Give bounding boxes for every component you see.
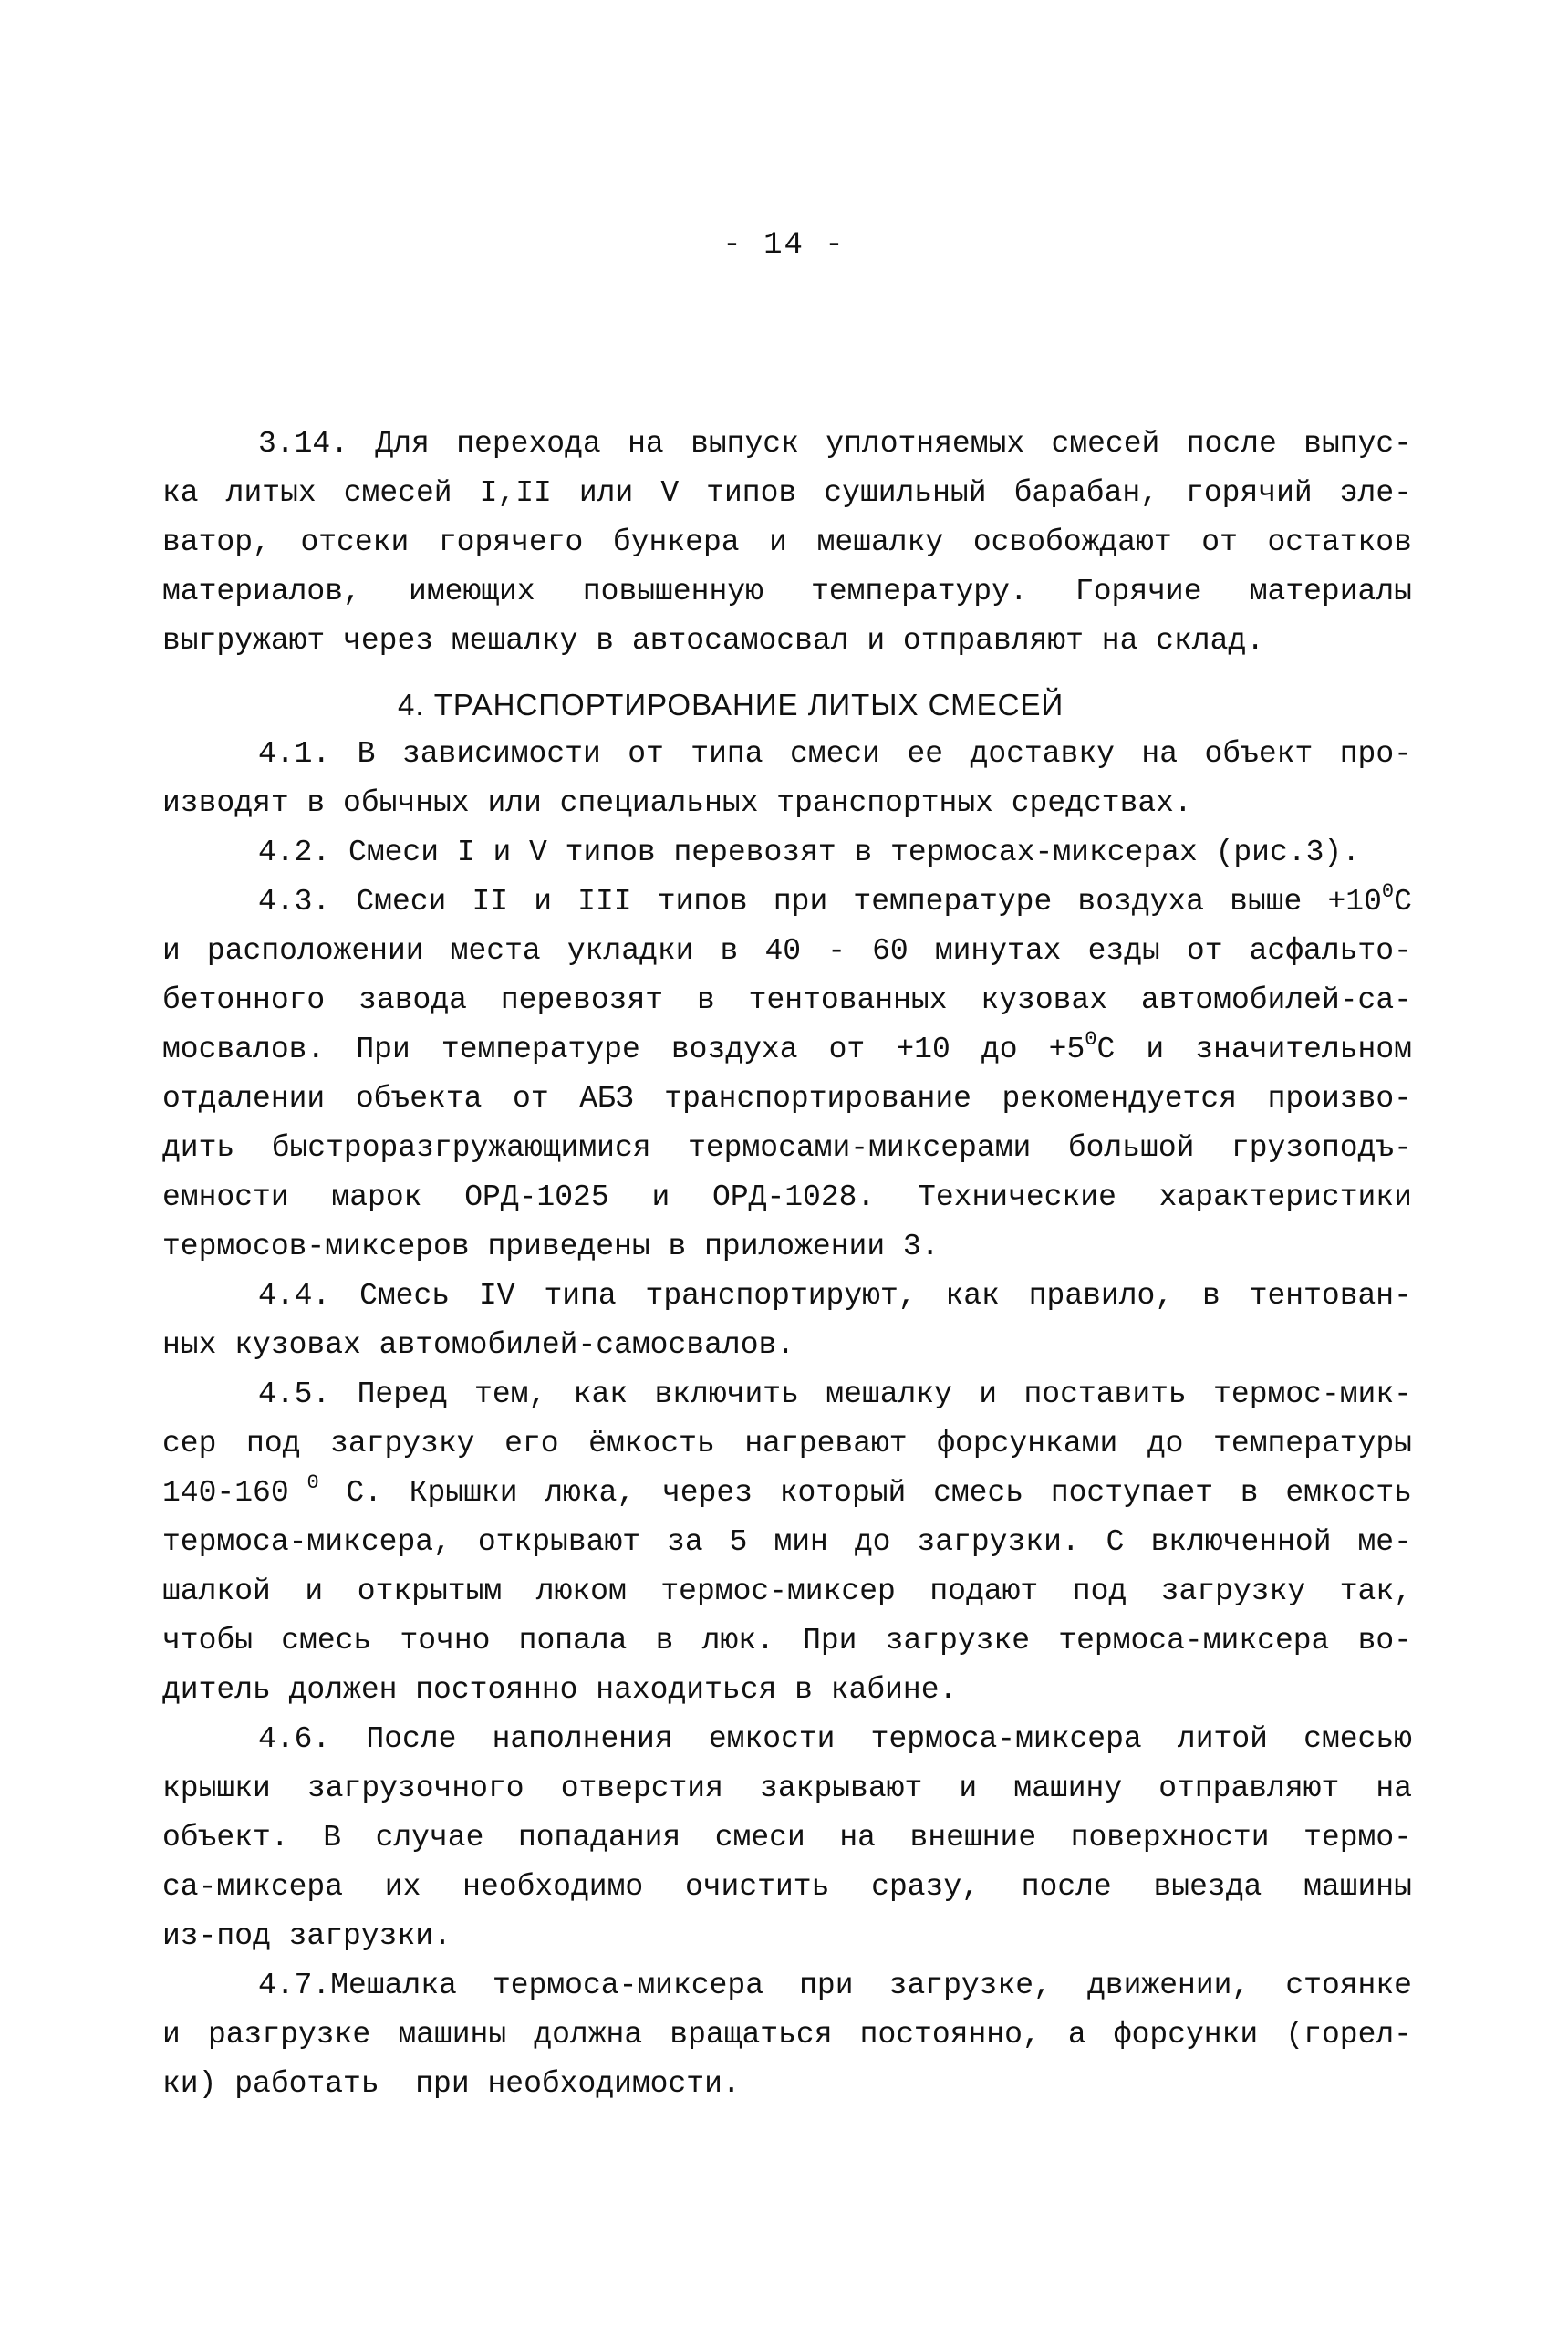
word: температуру. bbox=[811, 575, 1028, 608]
word: асфальто- bbox=[1249, 934, 1412, 968]
word: значительном bbox=[1195, 1033, 1412, 1066]
word: рекомендуется bbox=[1002, 1082, 1237, 1116]
word: как bbox=[573, 1377, 628, 1411]
word: автомобилей-са- bbox=[1140, 983, 1412, 1017]
word: ка bbox=[162, 476, 199, 510]
word: объекта bbox=[355, 1082, 483, 1116]
word: кузовах bbox=[981, 983, 1108, 1017]
word: форсунками bbox=[937, 1427, 1118, 1460]
word: произво- bbox=[1267, 1082, 1412, 1116]
word: АБЗ bbox=[579, 1082, 634, 1116]
word: 60 bbox=[872, 934, 909, 968]
word: доставку bbox=[970, 737, 1115, 771]
paragraph-4-2 bbox=[162, 828, 1412, 878]
paragraph-4-7 bbox=[162, 1961, 1412, 2109]
word: поступает bbox=[1050, 1476, 1214, 1510]
word: сер bbox=[162, 1427, 217, 1460]
word: емкость bbox=[1285, 1476, 1412, 1510]
text-line: ки) работать при необходимости. bbox=[162, 2067, 741, 2101]
word: объект bbox=[1204, 737, 1314, 771]
word: горячего bbox=[438, 525, 584, 559]
word: 5 bbox=[729, 1525, 748, 1559]
word: 4.3. bbox=[258, 885, 331, 919]
word: правило, bbox=[1028, 1279, 1174, 1313]
text-line bbox=[162, 1272, 1412, 1321]
word: поверхности bbox=[1070, 1821, 1270, 1855]
word: в bbox=[655, 1624, 674, 1657]
word: загрузке bbox=[885, 1624, 1031, 1657]
document-body bbox=[162, 420, 1412, 2109]
word: в bbox=[696, 983, 715, 1017]
text-line bbox=[162, 518, 1412, 567]
word: $+10^0С$ bbox=[1327, 880, 1412, 919]
text-line bbox=[162, 567, 1412, 617]
word: При bbox=[356, 1033, 410, 1066]
word: после bbox=[1021, 1870, 1112, 1904]
word: емкости bbox=[708, 1722, 836, 1756]
word: В bbox=[357, 737, 376, 771]
word: быстроразгружающимися bbox=[271, 1131, 651, 1165]
word: смесей bbox=[1051, 427, 1160, 461]
word: уплотняемых bbox=[826, 427, 1025, 461]
word: повышенную bbox=[582, 575, 763, 608]
word: от bbox=[513, 1082, 549, 1116]
text-line bbox=[162, 2011, 1412, 2060]
word: постоянно, bbox=[859, 2018, 1041, 2052]
paragraph-3-14 bbox=[162, 420, 1412, 666]
word: 4.6. bbox=[258, 1722, 331, 1756]
text-line bbox=[162, 1025, 1412, 1075]
word: под bbox=[1072, 1574, 1127, 1608]
word: воздуха bbox=[670, 1033, 798, 1066]
word: остатков bbox=[1267, 525, 1412, 559]
word: открывают bbox=[477, 1525, 641, 1559]
word: термоса-миксера, bbox=[162, 1525, 452, 1559]
paragraph-4-4 bbox=[162, 1272, 1412, 1370]
text-line bbox=[162, 730, 1412, 779]
word: термос-мик- bbox=[1213, 1377, 1412, 1411]
word: са-миксера bbox=[162, 1870, 344, 1904]
word: который bbox=[779, 1476, 907, 1510]
word: воздуха bbox=[1077, 885, 1205, 919]
word: крышки bbox=[162, 1772, 271, 1805]
word: типа bbox=[544, 1279, 617, 1313]
word: транспортируют, bbox=[645, 1279, 917, 1313]
word: смесь bbox=[933, 1476, 1024, 1510]
word: ОРД-1025 bbox=[464, 1180, 609, 1214]
word: от bbox=[1201, 525, 1238, 559]
word: движении, bbox=[1087, 1969, 1251, 2002]
word: I,II bbox=[479, 476, 552, 510]
word: до bbox=[981, 1033, 1018, 1066]
word: мешалку bbox=[816, 525, 944, 559]
text-line bbox=[162, 1764, 1412, 1813]
word: тем, bbox=[474, 1377, 547, 1411]
word: материалы bbox=[1249, 575, 1412, 608]
word: термос-миксер bbox=[660, 1574, 896, 1608]
paragraph-4-1 bbox=[162, 730, 1412, 828]
word: мин bbox=[774, 1525, 828, 1559]
word: тентован- bbox=[1249, 1279, 1412, 1313]
word: включить bbox=[654, 1377, 799, 1411]
word: марок bbox=[331, 1180, 422, 1214]
section-heading: 4. ТРАНСПОРТИРОВАНИЕ ЛИТЫХ СМЕСЕЙ bbox=[398, 688, 1064, 722]
word: температуре bbox=[853, 885, 1053, 919]
word: (горел- bbox=[1285, 2018, 1412, 2052]
word: Технические bbox=[918, 1180, 1116, 1214]
word: V bbox=[660, 476, 680, 510]
word: расположении bbox=[206, 934, 424, 968]
word: смесей bbox=[343, 476, 452, 510]
word: укладки bbox=[566, 934, 694, 968]
word: должна bbox=[534, 2018, 643, 2052]
word: эле- bbox=[1339, 476, 1412, 510]
word: термоса-миксера bbox=[1058, 1624, 1330, 1657]
word: 4.5. bbox=[258, 1377, 331, 1411]
word: загрузке, bbox=[888, 1969, 1052, 2002]
text-line: изводят в обычных или специальных транспортных средствах. bbox=[162, 786, 1192, 820]
word: от bbox=[828, 1033, 866, 1066]
word: грузоподъ- bbox=[1231, 1131, 1412, 1165]
word: про- bbox=[1339, 737, 1412, 771]
word: термо- bbox=[1303, 1821, 1412, 1855]
text-line: выгружают через мешалку в автосамосвал и отправляют на склад. bbox=[162, 624, 1264, 658]
word: загрузку bbox=[1160, 1574, 1306, 1608]
word: на bbox=[628, 427, 664, 461]
word: температуры bbox=[1213, 1427, 1412, 1460]
word: попала bbox=[518, 1624, 628, 1657]
word: ватор, bbox=[162, 525, 271, 559]
word: машину bbox=[1013, 1772, 1123, 1805]
word: сушильный bbox=[824, 476, 987, 510]
word: смеси bbox=[714, 1821, 805, 1855]
text-line bbox=[162, 1518, 1412, 1567]
word: Горячие bbox=[1075, 575, 1202, 608]
word: +10 bbox=[896, 1033, 950, 1066]
word: III bbox=[577, 885, 632, 919]
word: люк. bbox=[701, 1624, 774, 1657]
word: ёмкость bbox=[588, 1427, 715, 1460]
word: материалов, bbox=[162, 575, 361, 608]
word: открытым bbox=[357, 1574, 503, 1608]
text-line bbox=[162, 1419, 1412, 1469]
word: емности bbox=[162, 1180, 289, 1214]
word: смеси bbox=[789, 737, 880, 771]
word: загрузку bbox=[330, 1427, 475, 1460]
word: Перед bbox=[357, 1377, 448, 1411]
word: езды bbox=[1087, 934, 1160, 968]
word: транспортирование bbox=[664, 1082, 971, 1116]
word: характеристики bbox=[1158, 1180, 1412, 1214]
word: термосами-миксерами bbox=[688, 1131, 1032, 1165]
word: включенной bbox=[1150, 1525, 1332, 1559]
word: IV bbox=[478, 1279, 515, 1313]
word: за bbox=[667, 1525, 703, 1559]
word: машины bbox=[398, 2018, 507, 2052]
word: машины bbox=[1303, 1870, 1412, 1904]
degree-superscript: 0 bbox=[1381, 880, 1395, 903]
word: или bbox=[578, 476, 634, 510]
word: мешалку bbox=[826, 1377, 952, 1411]
text-line: ных кузовах автомобилей-самосвалов. bbox=[162, 1328, 795, 1362]
word: ме- bbox=[1357, 1525, 1412, 1559]
word: под bbox=[246, 1427, 301, 1460]
word: температуре bbox=[441, 1033, 640, 1066]
word: большой bbox=[1067, 1131, 1195, 1165]
word: типов bbox=[657, 885, 748, 919]
word: С. bbox=[346, 1476, 382, 1510]
word: смесь bbox=[281, 1624, 372, 1657]
word: на bbox=[1376, 1772, 1412, 1805]
word: - bbox=[827, 934, 846, 968]
word: бункера bbox=[612, 525, 740, 559]
word: отсеки bbox=[300, 525, 410, 559]
word: на bbox=[839, 1821, 876, 1855]
word: 4.4. bbox=[258, 1279, 331, 1313]
text-line bbox=[162, 1370, 1412, 1419]
word: выше bbox=[1230, 885, 1303, 919]
word: при bbox=[773, 885, 828, 919]
text-line bbox=[162, 1961, 1412, 2011]
word: 40 bbox=[764, 934, 802, 968]
word: стоянке bbox=[1285, 1969, 1412, 2002]
word: 4.1. bbox=[258, 737, 331, 771]
word: нагревают bbox=[744, 1427, 908, 1460]
word: разгрузке bbox=[207, 2018, 371, 2052]
word: термоса-миксера bbox=[492, 1969, 764, 2002]
word: форсунки bbox=[1113, 2018, 1259, 2052]
text-line bbox=[162, 1124, 1412, 1173]
text-line bbox=[162, 1715, 1412, 1764]
text-line: 4.2. Смеси I и V типов перевозят в термосах-миксерах (рис.3). bbox=[258, 836, 1360, 869]
word: отправляют bbox=[1158, 1772, 1340, 1805]
word: так, bbox=[1339, 1574, 1412, 1608]
word: точно bbox=[400, 1624, 491, 1657]
word: от bbox=[1186, 934, 1223, 968]
degree-superscript: 0 bbox=[306, 1471, 319, 1494]
paragraph-4-6 bbox=[162, 1715, 1412, 1961]
word: После bbox=[366, 1722, 457, 1756]
word: шалкой bbox=[162, 1574, 271, 1608]
word: вращаться bbox=[670, 2018, 833, 2052]
word: ОРД-1028. bbox=[712, 1180, 876, 1214]
word: типа bbox=[691, 737, 763, 771]
word: тентованных bbox=[748, 983, 948, 1017]
word: в bbox=[1202, 1279, 1220, 1313]
word: II bbox=[472, 885, 509, 919]
word: при bbox=[799, 1969, 854, 2002]
text-line bbox=[162, 1173, 1412, 1222]
word: 4.7.Мешалка bbox=[258, 1969, 457, 2002]
word: наполнения bbox=[492, 1722, 673, 1756]
text-line bbox=[162, 927, 1412, 976]
word: его bbox=[504, 1427, 559, 1460]
word: выпуск bbox=[691, 427, 799, 461]
word: очистить bbox=[684, 1870, 830, 1904]
word: Смесь bbox=[359, 1279, 451, 1313]
text-line bbox=[162, 976, 1412, 1025]
word: и bbox=[162, 934, 181, 968]
word: во- bbox=[1357, 1624, 1412, 1657]
word: в bbox=[1240, 1476, 1259, 1510]
text-line: дитель должен постоянно находиться в кабине. bbox=[162, 1673, 958, 1707]
text-line bbox=[162, 1567, 1412, 1616]
word: и bbox=[959, 1772, 978, 1805]
word: Для bbox=[375, 427, 430, 461]
word: литой bbox=[1177, 1722, 1268, 1756]
word: люка, bbox=[545, 1476, 636, 1510]
word: сразу, bbox=[871, 1870, 980, 1904]
text-line bbox=[162, 1616, 1412, 1666]
word: и bbox=[979, 1377, 998, 1411]
word: люком bbox=[535, 1574, 627, 1608]
word: минутах bbox=[934, 934, 1062, 968]
text-line bbox=[162, 1863, 1412, 1912]
word: отдалении bbox=[162, 1082, 326, 1116]
text-line bbox=[162, 1469, 1412, 1518]
word: в bbox=[720, 934, 739, 968]
word: Смеси bbox=[356, 885, 447, 919]
word: бетонного bbox=[162, 983, 326, 1017]
word: попадания bbox=[517, 1821, 681, 1855]
word: зависимости bbox=[401, 737, 601, 771]
word: литых bbox=[225, 476, 317, 510]
word: объект. bbox=[162, 1821, 289, 1855]
word: смесью bbox=[1303, 1722, 1412, 1756]
text-line: из-под загрузки. bbox=[162, 1919, 452, 1953]
word: от bbox=[628, 737, 664, 771]
word: отверстия bbox=[560, 1772, 723, 1805]
word: их bbox=[384, 1870, 421, 1904]
text-line: термосов-миксеров приведены в приложении 3. bbox=[162, 1230, 940, 1263]
word: и bbox=[651, 1180, 670, 1214]
word: необходимо bbox=[462, 1870, 644, 1904]
word: выпус- bbox=[1303, 427, 1412, 461]
word: и bbox=[305, 1574, 324, 1608]
degree-superscript: 0 bbox=[1085, 1028, 1097, 1051]
word: закрывают bbox=[760, 1772, 923, 1805]
text-line bbox=[162, 420, 1412, 469]
word: завода bbox=[358, 983, 467, 1017]
word: поставить bbox=[1023, 1377, 1187, 1411]
word: после bbox=[1186, 427, 1277, 461]
word: и bbox=[1146, 1033, 1165, 1066]
word: типов bbox=[706, 476, 797, 510]
word: 140-160 $^0$ bbox=[162, 1471, 319, 1510]
word: перехода bbox=[456, 427, 601, 461]
word: перевозят bbox=[500, 983, 664, 1017]
word: чтобы bbox=[162, 1624, 254, 1657]
word: $+5^0С$ bbox=[1048, 1028, 1116, 1066]
word: термоса-миксера bbox=[870, 1722, 1142, 1756]
word: С bbox=[1106, 1525, 1125, 1559]
paragraph-4-5 bbox=[162, 1370, 1412, 1715]
word: Крышки bbox=[409, 1476, 518, 1510]
word: ее bbox=[907, 737, 944, 771]
word: 3.14. bbox=[258, 427, 349, 461]
word: дить bbox=[162, 1131, 235, 1165]
text-line bbox=[162, 1075, 1412, 1124]
word: В bbox=[323, 1821, 341, 1855]
word: через bbox=[661, 1476, 753, 1510]
word: и bbox=[769, 525, 787, 559]
text-line bbox=[162, 878, 1412, 927]
word: горячий bbox=[1186, 476, 1313, 510]
word: и bbox=[162, 2018, 181, 2052]
word: имеющих bbox=[409, 575, 535, 608]
word: подают bbox=[929, 1574, 1039, 1608]
text-line bbox=[162, 469, 1412, 518]
word: до bbox=[1147, 1427, 1184, 1460]
text-line bbox=[162, 1813, 1412, 1863]
word: и bbox=[534, 885, 553, 919]
page-number: - 14 - bbox=[722, 228, 846, 263]
word: случае bbox=[375, 1821, 484, 1855]
word: места bbox=[450, 934, 541, 968]
word: выезда bbox=[1153, 1870, 1262, 1904]
word: мосвалов. bbox=[162, 1033, 326, 1066]
word: до bbox=[854, 1525, 891, 1559]
word: на bbox=[1141, 737, 1179, 771]
word: а bbox=[1067, 2018, 1086, 2052]
word: загрузочного bbox=[306, 1772, 524, 1805]
word: При bbox=[803, 1624, 857, 1657]
word: внешние bbox=[909, 1821, 1037, 1855]
word: загрузки. bbox=[917, 1525, 1080, 1559]
word: освобождают bbox=[972, 525, 1172, 559]
word: барабан, bbox=[1013, 476, 1158, 510]
paragraph-4-3 bbox=[162, 878, 1412, 1272]
word: как bbox=[945, 1279, 1000, 1313]
